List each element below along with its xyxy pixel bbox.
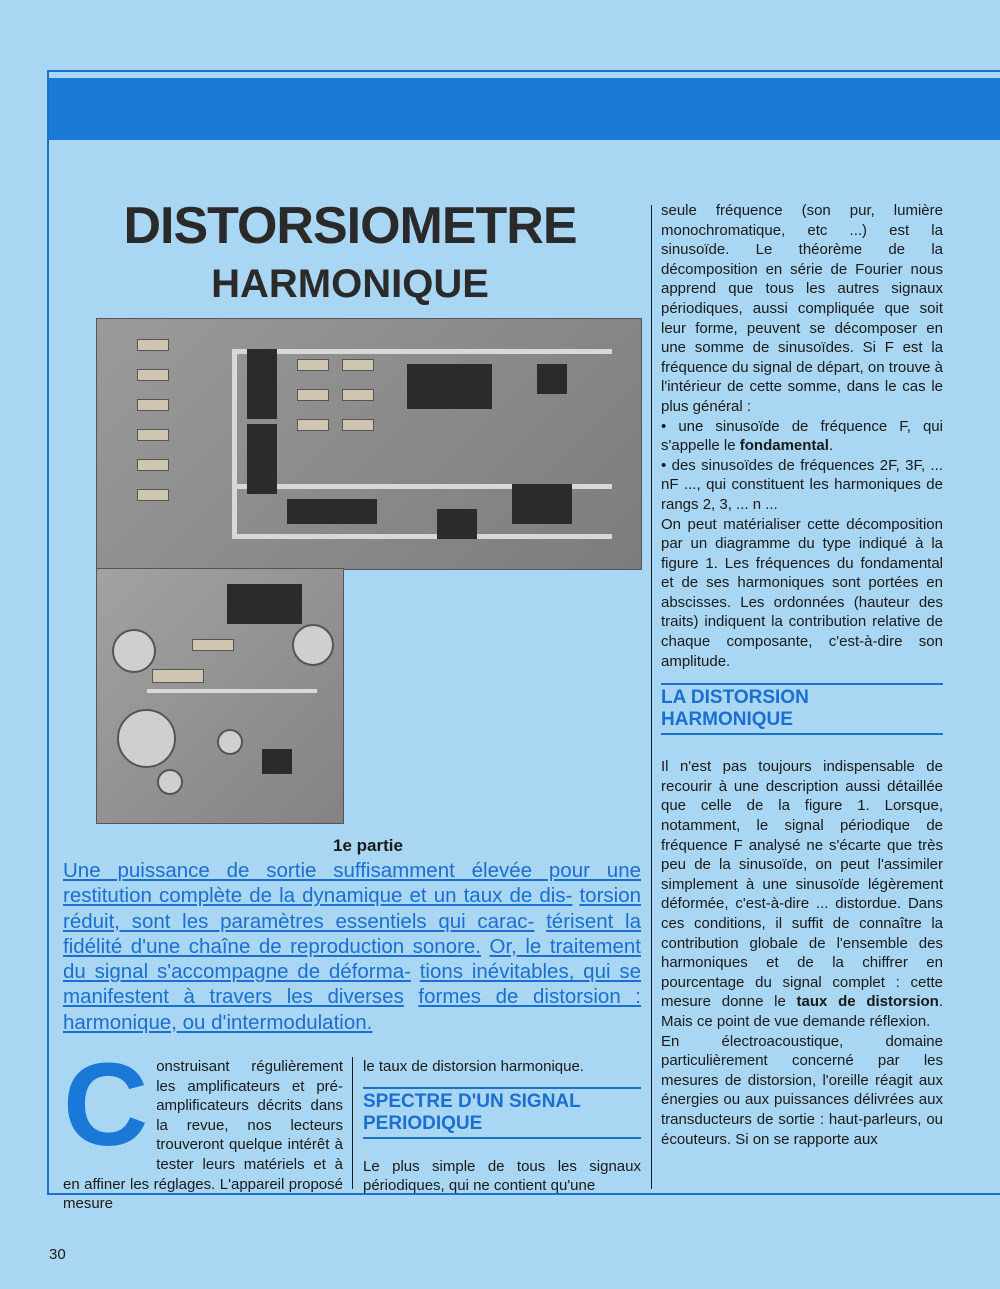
intro-line: Or, le traitement du signal s'accompagne de déforma- <box>63 934 641 984</box>
paragraph: Il n'est pas toujours indispensable de recourir à une description aussi détaillée que celle de la figure 1. Lorsque, notamment, le signal périodique de fréquence F analysé ne s'écarte que très peu de la sinusoïde, on peut l'assimiler simplement à une sinusoïde légèrement déformée, c'est-à-dire ... distordue. Dans ces conditions, il suffit de connaître la contribution globale de l'ensemble des harmoniques et de la chiffrer en pourcentage du signal complet : cette mesure donne le taux de distorsion. Mais ce point de vue demande réflexion. <box>661 758 943 1030</box>
paragraph: En électroacoustique, domaine particulièrement concerné par les mesures de distorsion, l'oreille réagit aux énergies ou aux puissances délivrées aux transducteurs de sortie : haut-parleurs, ou écouteurs. Si on se rapporte aux <box>661 1032 943 1148</box>
column-divider <box>352 1057 353 1189</box>
intro-line: térisent la fidélité d'une chaîne de reproduction sonore. <box>63 909 641 958</box>
intro-paragraph <box>63 858 641 1035</box>
bold-term: fondamental <box>739 437 829 455</box>
column-1 <box>63 1039 343 1214</box>
intro-line: tions inévitables, qui se manifestent à travers les diverses <box>63 960 641 1009</box>
circuit-board-photo <box>96 318 642 570</box>
bullet-harmoniques: • des sinusoïdes de fréquences 2F, 3F, ... nF ..., qui constituent les harmoniques de rangs 2, 3, ... n ... <box>661 456 943 513</box>
column-2-text-top: le taux de distorsion harmonique. <box>363 1058 584 1075</box>
intro-line: formes de distorsion : harmonique, ou d'intermodulation. <box>63 985 641 1034</box>
page-number: 30 <box>49 1246 66 1263</box>
column-3 <box>661 201 943 1149</box>
drop-cap: C <box>63 1039 149 1171</box>
intro-line: restitution complète de la dynamique et un taux de dis- <box>63 884 573 908</box>
intro-line: torsion réduit, sont les paramètres essentiels qui carac- <box>63 884 641 933</box>
bullet-fondamental: • une sinusoïde de fréquence F, qui s'appelle le fondamental. <box>661 417 943 455</box>
column-divider <box>651 205 652 1189</box>
bold-term: taux de distorsion <box>796 993 939 1011</box>
part-label: 1e partie <box>333 836 403 855</box>
article-subtitle: HARMONIQUE <box>211 262 489 306</box>
heading-line: LA DISTORSION <box>661 687 809 709</box>
section-heading-spectre <box>363 1087 641 1139</box>
paragraph: seule fréquence (son pur, lumière monochromatique, etc ...) est la sinusoïde. Le théorème de la décomposition en série de Fourier nous apprend que tous les autres signaux périodiques, aussi compliquée que soit leur forme, peuvent se décomposer en une somme de sinusoïdes. Si F est la fréquence du signal de départ, on trouve à l'intérieur de cette somme, dans le cas le plus général : <box>661 202 943 415</box>
power-supply-board-photo <box>96 568 344 824</box>
column-1-text: onstruisant régulièrement les amplificateurs et pré-amplificateurs décrits dans la revue, nos lecteurs trouveront quelque intérêt à tester leurs matériels et à en affiner les réglages. L'appareil proposé mesure <box>63 1058 343 1213</box>
article-title: DISTORSIOMETRE <box>123 197 577 255</box>
intro-line: Une puissance de sortie suffisamment élevée pour une <box>63 859 641 882</box>
column-2-text-bottom: Le plus simple de tous les signaux périodiques, qui ne contient qu'une <box>363 1157 641 1195</box>
paragraph: On peut matérialiser cette décomposition par un diagramme du type indiqué à la figure 1. Les fréquences du fondamental et de ses harmoniques sont portées en abscisses. Les ordonnées (hauteur des traits) indiquent la contribution relative de chaque composante, c'est-à-dire son amplitude. <box>661 515 943 670</box>
heading-line: HARMONIQUE <box>661 709 793 731</box>
heading-line: SPECTRE D'UN SIGNAL <box>363 1090 581 1112</box>
section-heading-distorsion <box>661 683 943 735</box>
column-2 <box>363 1057 641 1196</box>
heading-line: PERIODIQUE <box>363 1112 483 1134</box>
header-bar <box>49 78 1000 140</box>
